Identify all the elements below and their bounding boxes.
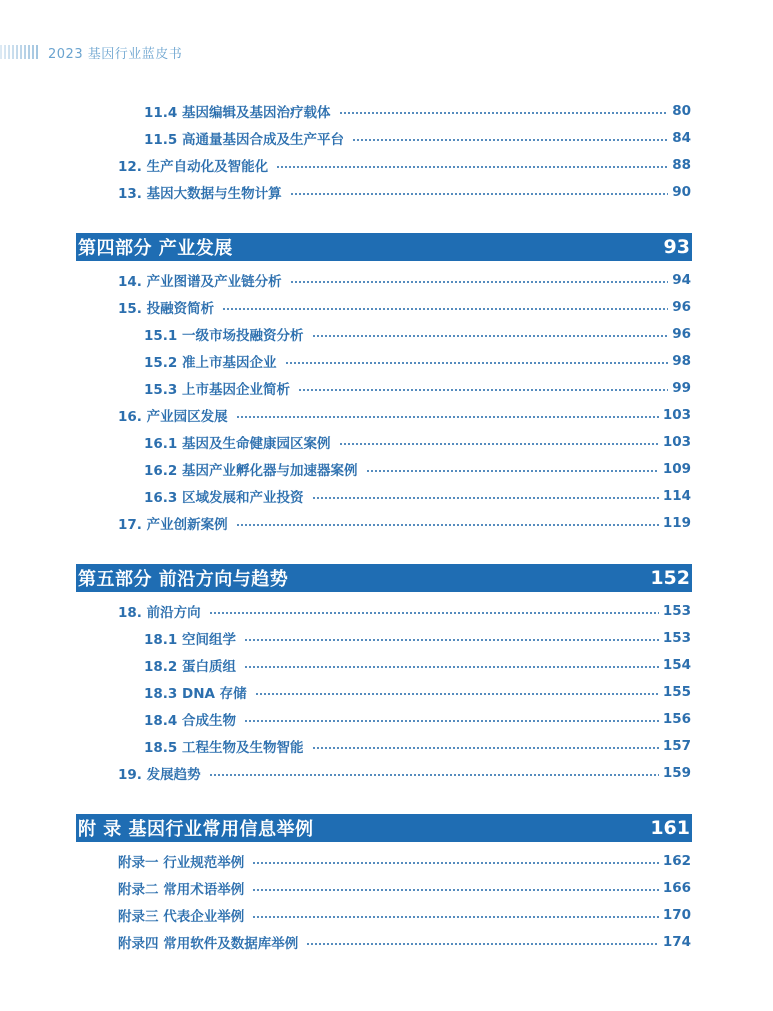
toc-entry-page: 170 [662,907,691,923]
toc-leader-dots [244,639,659,641]
toc-entry-page: 156 [662,711,691,727]
toc-leader-dots [222,308,668,310]
toc-entry-page: 159 [662,765,691,781]
toc-leader-dots [276,166,668,168]
toc-entry-label: 18.3 DNA 存储 [144,686,247,702]
toc-entry-page: 96 [672,299,691,315]
section-header-appendix[interactable] [76,814,692,842]
toc-entry[interactable] [144,431,691,453]
toc-entry-label: 16.3 区域发展和产业投资 [144,490,304,506]
toc-entry[interactable] [144,654,691,676]
toc-entry-page: 80 [672,103,691,119]
toc-entry-label: 17. 产业创新案例 [118,517,228,533]
toc-entry[interactable] [144,127,691,149]
section-header-part5[interactable] [76,564,692,592]
toc-entry-label: 18.5 工程生物及生物智能 [144,740,304,756]
toc-entry[interactable] [144,708,691,730]
toc-entry-page: 98 [672,353,691,369]
toc-entry-page: 88 [672,157,691,173]
toc-entry[interactable] [144,323,691,345]
header-title: 2023 基因行业蓝皮书 [48,46,183,62]
toc-leader-dots [236,416,659,418]
toc-entry-label: 16.2 基因产业孵化器与加速器案例 [144,463,358,479]
section-page: 161 [650,817,690,839]
toc-entry-page: 90 [672,184,691,200]
toc-entry-label: 11.5 高通量基因合成及生产平台 [144,132,345,148]
toc-leader-dots [306,943,659,945]
section-title: 第五部分 前沿方向与趋势 [78,569,289,590]
section-header-part4[interactable] [76,233,692,261]
toc-entry[interactable] [118,850,691,872]
toc-entry[interactable] [118,181,691,203]
toc-entry-label: 18.1 空间组学 [144,632,237,648]
toc-leader-dots [290,193,669,195]
toc-leader-dots [312,497,659,499]
toc-entry-label: 附录二 常用术语举例 [118,882,245,898]
toc-leader-dots [312,747,659,749]
toc-entry[interactable] [118,762,691,784]
section-page: 93 [663,236,690,258]
toc-leader-dots [252,916,659,918]
toc-entry-page: 96 [672,326,691,342]
toc-entry-label: 18.2 蛋白质组 [144,659,237,675]
toc-entry-label: 13. 基因大数据与生物计算 [118,186,282,202]
toc-entry-label: 附录一 行业规范举例 [118,855,245,871]
toc-entry[interactable] [118,600,691,622]
toc-entry[interactable] [144,627,691,649]
toc-entry[interactable] [118,931,691,953]
toc-entry-page: 114 [662,488,691,504]
toc-entry[interactable] [144,350,691,372]
toc-entry[interactable] [144,735,691,757]
toc-entry-page: 162 [662,853,691,869]
toc-entry[interactable] [118,512,691,534]
toc-entry-label: 18. 前沿方向 [118,605,201,621]
toc-leader-dots [298,389,668,391]
toc-leader-dots [255,693,659,695]
toc-leader-dots [252,889,659,891]
toc-entry-page: 84 [672,130,691,146]
toc-entry-label: 18.4 合成生物 [144,713,237,729]
toc-entry[interactable] [118,269,691,291]
toc-entry-page: 157 [662,738,691,754]
toc-entry[interactable] [118,404,691,426]
toc-leader-dots [290,281,669,283]
toc-entry-label: 15. 投融资简析 [118,301,215,317]
toc-entry-label: 16.1 基因及生命健康园区案例 [144,436,331,452]
toc-entry-page: 166 [662,880,691,896]
toc-entry-label: 附录四 常用软件及数据库举例 [118,936,299,952]
toc-entry-label: 15.3 上市基因企业简析 [144,382,291,398]
toc-entry[interactable] [144,377,691,399]
toc-entry[interactable] [118,154,691,176]
toc-entry-label: 15.1 一级市场投融资分析 [144,328,304,344]
toc-leader-dots [352,139,668,141]
toc-leader-dots [339,112,669,114]
toc-entry[interactable] [118,904,691,926]
section-page: 152 [650,567,690,589]
toc-leader-dots [209,774,659,776]
toc-entry-label: 11.4 基因编辑及基因治疗载体 [144,105,331,121]
toc-entry-page: 154 [662,657,691,673]
section-title: 附 录 基因行业常用信息举例 [78,819,314,840]
toc-entry-label: 附录三 代表企业举例 [118,909,245,925]
toc-entry[interactable] [144,485,691,507]
toc-entry-page: 109 [662,461,691,477]
toc-leader-dots [244,720,659,722]
toc-entry-label: 15.2 准上市基因企业 [144,355,277,371]
toc-entry-label: 16. 产业园区发展 [118,409,228,425]
toc-entry-page: 153 [662,603,691,619]
toc-entry-page: 153 [662,630,691,646]
toc-leader-dots [209,612,659,614]
toc-entry-page: 174 [662,934,691,950]
toc-leader-dots [236,524,659,526]
toc-entry-page: 99 [672,380,691,396]
toc-entry-label: 14. 产业图谱及产业链分析 [118,274,282,290]
toc-leader-dots [339,443,659,445]
toc-entry[interactable] [144,100,691,122]
toc-entry[interactable] [144,681,691,703]
toc-entry-page: 94 [672,272,691,288]
section-title: 第四部分 产业发展 [78,238,233,259]
toc-leader-dots [312,335,669,337]
toc-entry[interactable] [118,877,691,899]
toc-leader-dots [366,470,659,472]
toc-entry-page: 119 [662,515,691,531]
toc-leader-dots [244,666,659,668]
toc-entry[interactable] [144,458,691,480]
toc-entry-page: 103 [662,407,691,423]
toc-entry-page: 103 [662,434,691,450]
toc-entry-label: 12. 生产自动化及智能化 [118,159,269,175]
toc-leader-dots [285,362,669,364]
toc-entry[interactable] [118,296,691,318]
toc-leader-dots [252,862,659,864]
toc-entry-label: 19. 发展趋势 [118,767,201,783]
toc-entry-page: 155 [662,684,691,700]
